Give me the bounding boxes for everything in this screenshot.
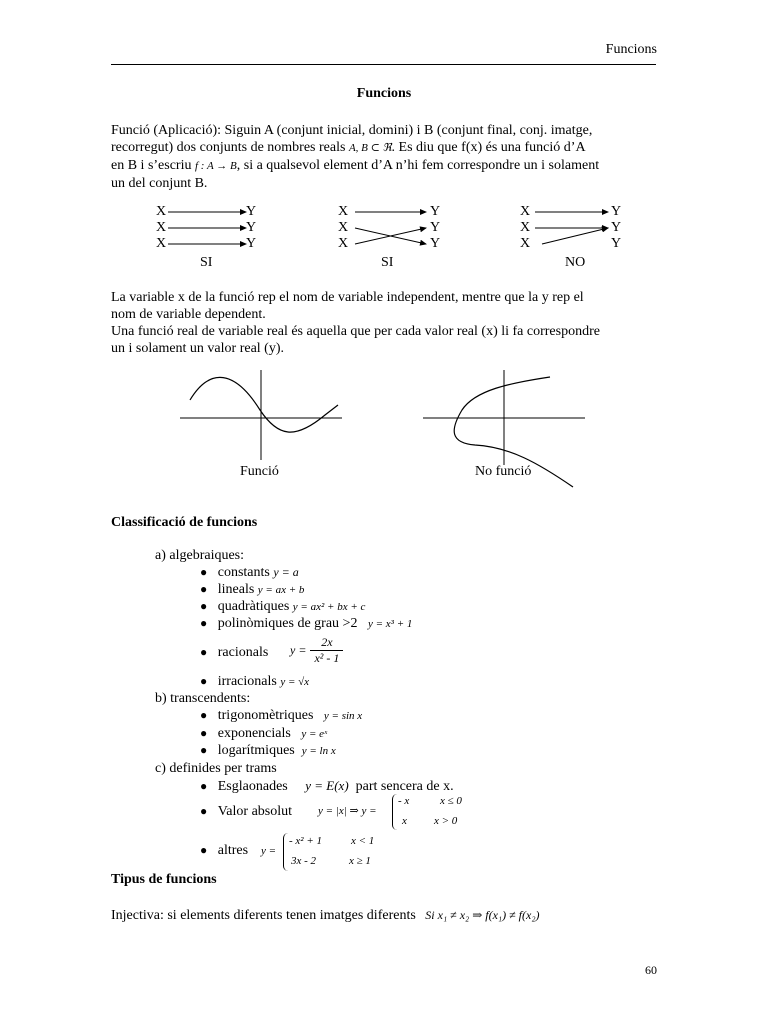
other-cond-1: x < 1 <box>351 835 375 847</box>
page-number: 60 <box>645 963 657 977</box>
formula: y = a <box>273 565 299 579</box>
list-item-irrational: ● irracionals y = √x <box>200 674 310 689</box>
mapping-1-domain: X X X <box>156 204 167 251</box>
other-case-2: 3x - 2 <box>291 855 317 867</box>
definition-paragraph <box>111 122 657 192</box>
rational-formula: y = $\frac{2x}{\text{x² - 1}}$ <box>290 635 343 666</box>
variables-line-2: nom de variable dependent. <box>111 307 266 322</box>
running-header: Funcions <box>605 42 657 57</box>
formula: y = √x <box>280 676 310 688</box>
mapping-2-caption: SI <box>381 255 394 270</box>
mapping-3-domain: X X X <box>520 204 531 251</box>
piecewise-label: c) definides per trams <box>155 761 277 776</box>
page-title: Funcions <box>356 86 412 101</box>
formula: y = x³ + 1 <box>367 618 413 630</box>
formula: y = E(x) <box>305 778 349 793</box>
graph-caption-function: Funció <box>240 464 279 479</box>
transcendent-label: b) transcendents: <box>155 691 251 706</box>
function-curve <box>190 377 338 432</box>
injective-line: Injectiva: si elements diferents tenen imatges diferents Si x₁ ≠ x₂ ⇒ f(x₁) ≠ f(x₂) <box>111 908 540 923</box>
formula: y = ax² + bx + c <box>292 601 366 613</box>
list-item-absolute: ● Valor absolut <box>200 804 293 819</box>
list-item-exponential: ● exponencials y = eˣ <box>200 726 328 741</box>
abs-cond-1: x ≤ 0 <box>440 795 462 807</box>
injective-formula: Si x₁ ≠ x₂ ⇒ f(x₁) ≠ f(x₂) <box>425 908 540 922</box>
list-item-other: ● altres <box>200 843 249 858</box>
definition-line-2: recorregut) dos conjunts de nombres reals A, B ⊂ ℜ. Es diu que f(x) és una funció d’A <box>111 140 586 155</box>
abs-case-1: - x <box>398 795 410 807</box>
map-formula: f : A → B <box>194 160 237 172</box>
definition-line-3: en B i s’escriu f : A → B, si a qualsevol element d’A n’hi fem correspondre un i solament <box>111 158 600 173</box>
variables-line-1: La variable x de la funció rep el nom de variable independent, mentre que la y rep el <box>111 290 584 305</box>
variables-paragraph <box>111 289 657 357</box>
other-cond-2: x ≥ 1 <box>349 855 371 867</box>
abs-case-2: x <box>402 815 407 827</box>
list-item-polynomial: ● polinòmiques de grau >2 y = x³ + 1 <box>200 616 413 631</box>
abs-lhs: y = |x| ⇒ y = <box>318 805 377 817</box>
other-lhs: y = <box>261 845 277 857</box>
formula: y = ax + b <box>257 584 305 596</box>
sets-formula: A, B ⊂ ℜ <box>348 142 392 154</box>
list-item-step: ● Esglaonades y = E(x) part sencera de x. <box>200 778 454 794</box>
variables-line-3: Una funció real de variable real és aquella que per cada valor real (x) li fa correspondre <box>111 324 600 339</box>
mapping-diagrams <box>150 203 670 283</box>
arrow <box>542 228 608 244</box>
types-heading: Tipus de funcions <box>111 872 217 887</box>
list-item-quadratic: ● quadràtiques y = ax² + bx + c <box>200 599 366 614</box>
other-case-1: - x² + 1 <box>289 835 323 847</box>
algebraic-label: a) algebraiques: <box>155 548 245 563</box>
list-item-trigonometric: ● trigonomètriques y = sin x <box>200 708 363 723</box>
list-item-constants: ● constants y = a <box>200 565 299 580</box>
list-item-logarithmic: ● logarítmiques y = ln x <box>200 743 336 758</box>
mapping-3-caption: NO <box>565 255 586 270</box>
mapping-2-codomain: Y Y Y <box>430 204 441 251</box>
definition-line-4: un del conjunt B. <box>111 176 208 191</box>
graph-caption-not-function: No funció <box>475 464 532 479</box>
header-rule <box>111 64 656 65</box>
mapping-1-codomain: Y Y Y <box>246 204 257 251</box>
list-item-linear: ● lineals y = ax + b <box>200 582 305 597</box>
formula: y = sin x <box>323 710 363 722</box>
formula: y = ln x <box>301 745 336 757</box>
classification-heading: Classificació de funcions <box>111 515 258 530</box>
formula: y = eˣ <box>301 728 328 740</box>
definition-line-1: Funció (Aplicació): Siguin A (conjunt inicial, domini) i B (conjunt final, conj. imatge, <box>111 123 593 138</box>
mapping-1-caption: SI <box>200 255 213 270</box>
mapping-arrows <box>150 203 670 283</box>
variables-line-4: un i solament un valor real (y). <box>111 341 285 356</box>
mapping-3-codomain: Y Y Y <box>611 204 622 251</box>
list-item-rational: ● racionals <box>200 645 269 660</box>
abs-cond-2: x > 0 <box>434 815 458 827</box>
mapping-2-domain: X X X <box>338 204 349 251</box>
